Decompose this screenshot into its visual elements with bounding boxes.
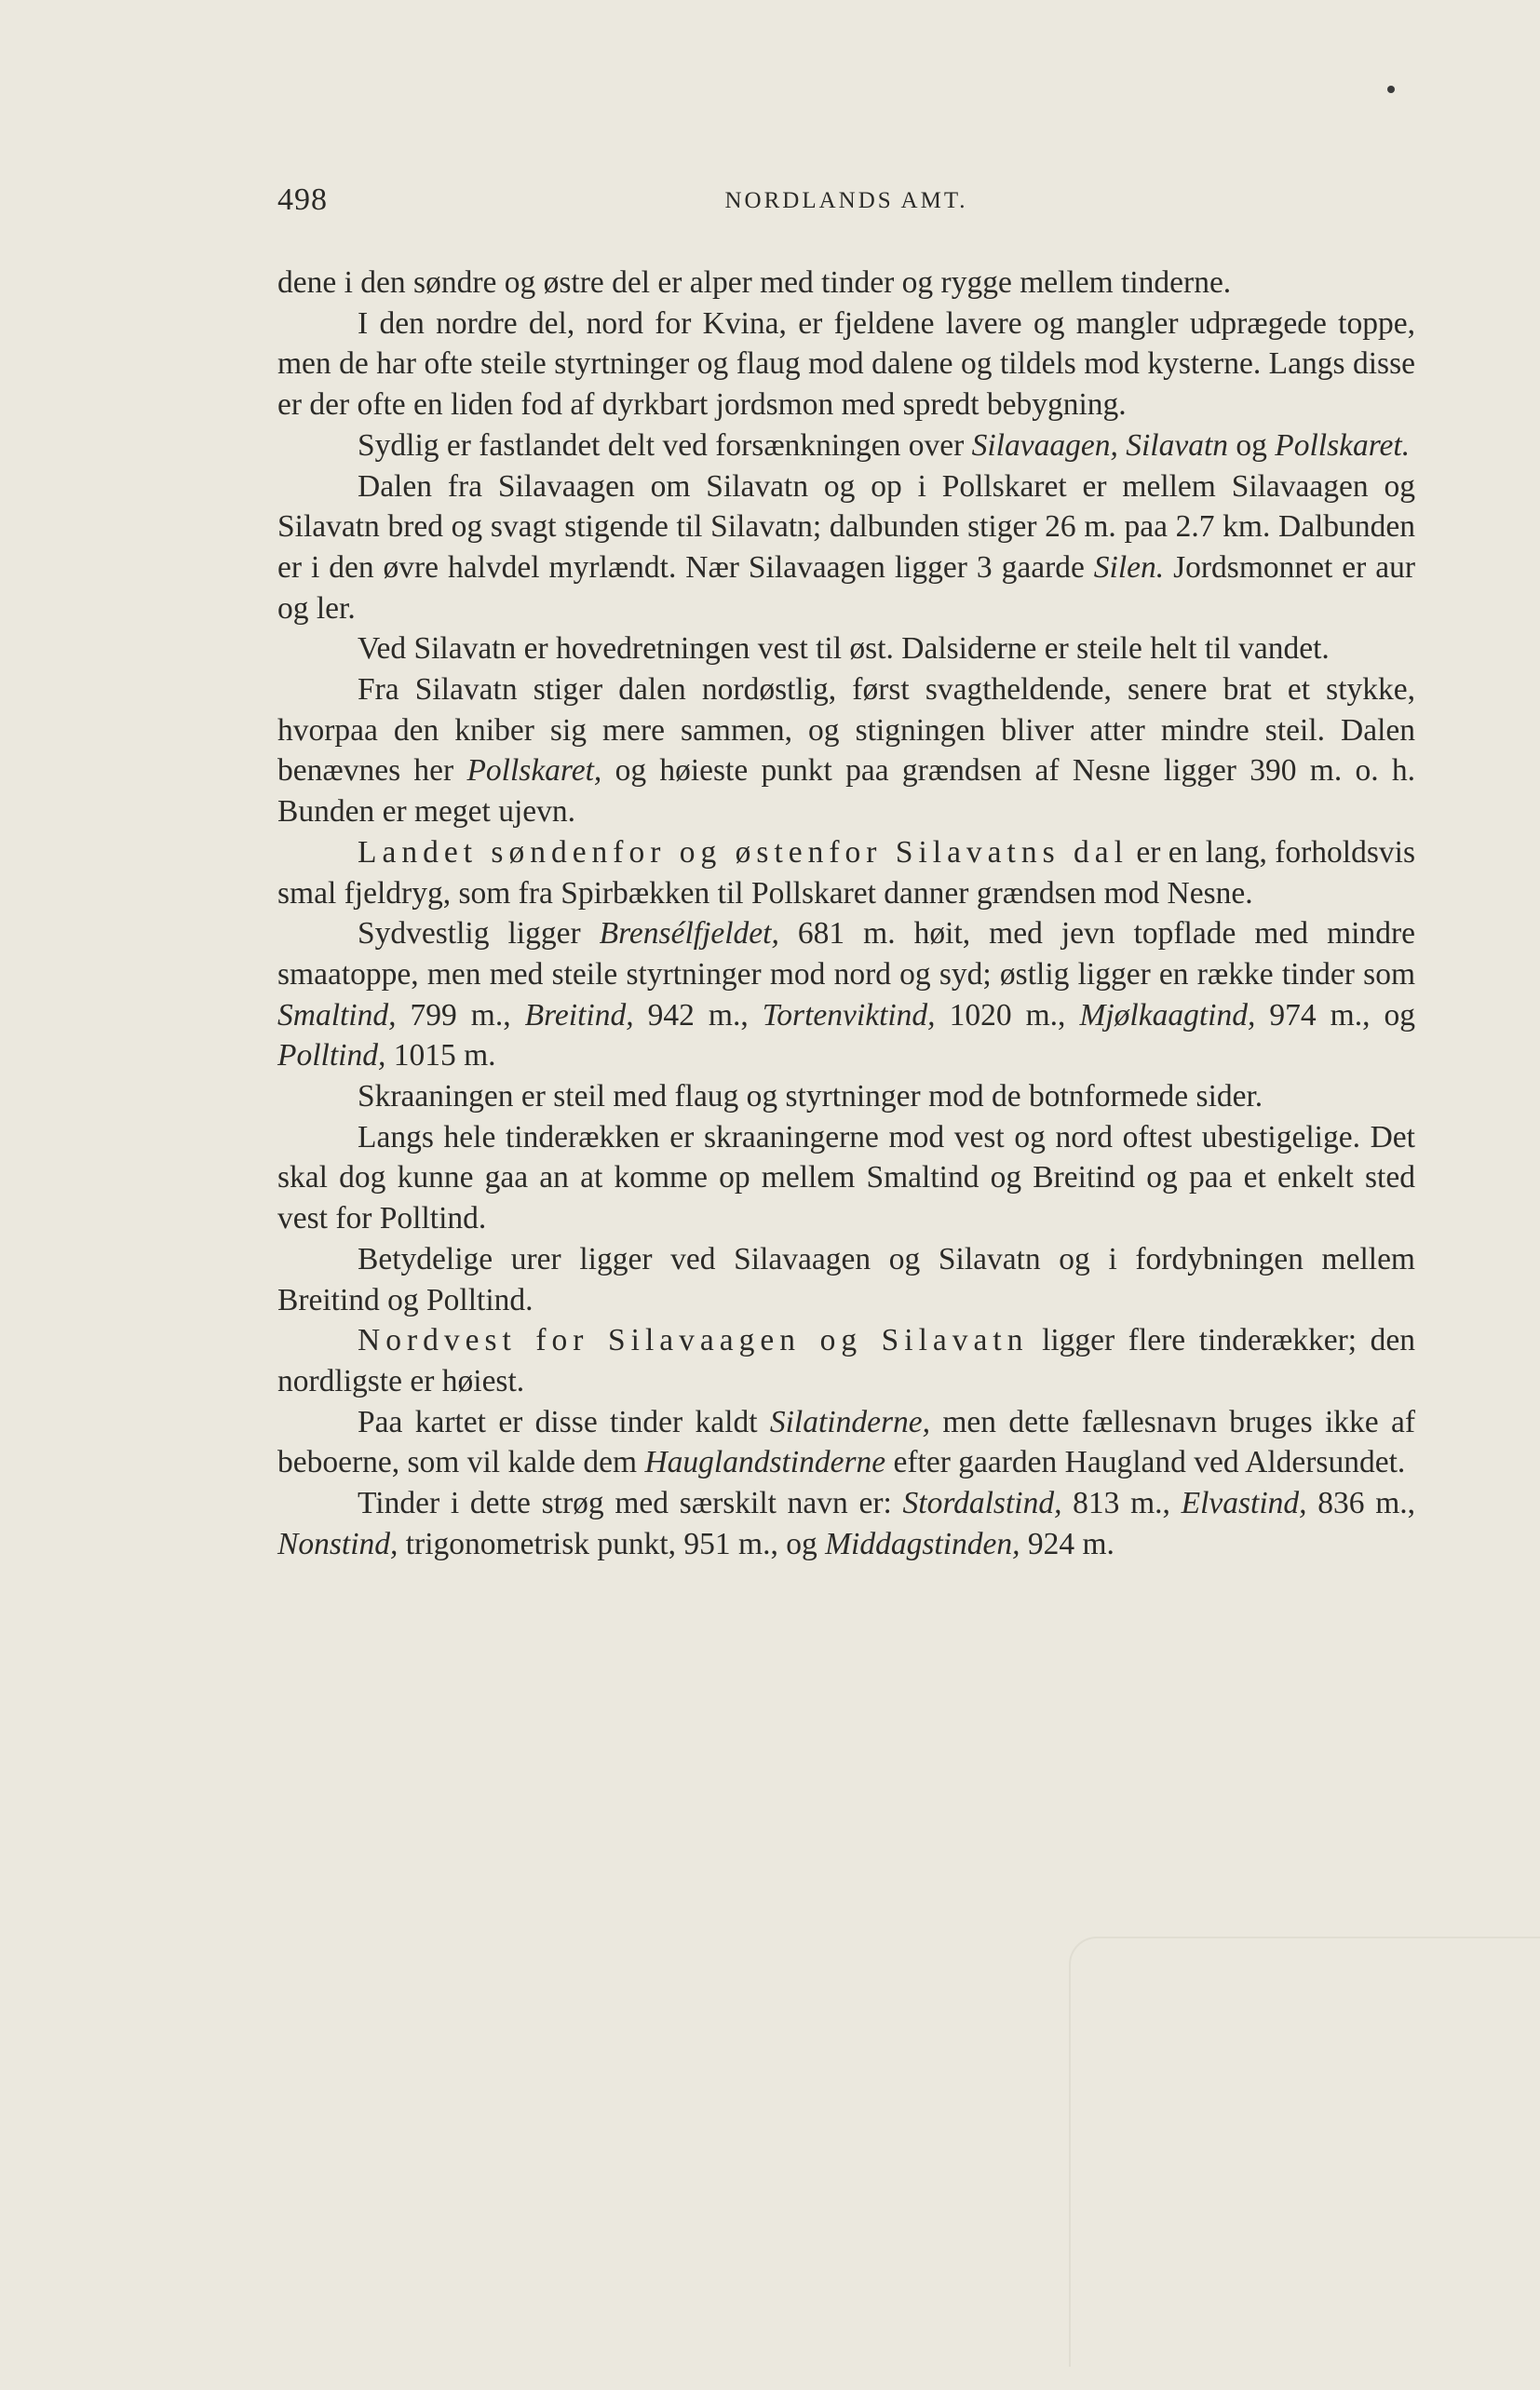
paragraph <box>277 669 1415 832</box>
text-run: trigonometrisk punkt, 951 m., og <box>398 1526 826 1561</box>
paragraph <box>277 1402 1415 1483</box>
text-run: Fra Silavatn stiger dalen nordøstlig, først svagtheldende, senere brat et stykke, hvorpaa den kniber sig mere sammen, og stigningen bliver atter mindre steil. Dalen benævnes her <box>277 672 1415 789</box>
text-run: dene i den søndre og østre del er alper med tinder og rygge mellem tinderne. <box>277 265 1232 300</box>
paragraph <box>277 1483 1415 1564</box>
page-corner-shadow <box>1069 1937 1540 2367</box>
text-run: 924 m. <box>1020 1526 1114 1561</box>
italic-term: Polltind, <box>277 1038 386 1073</box>
italic-term: Nonstind, <box>277 1526 399 1561</box>
text-run: 942 m., <box>633 997 763 1033</box>
paragraph <box>277 304 1415 425</box>
paragraph <box>277 1076 1415 1117</box>
page-number: 498 <box>277 182 328 217</box>
body-text <box>277 263 1415 1565</box>
italic-term: Pollskaret, <box>466 753 602 789</box>
text-run: Tinder i dette strøg med særskilt navn er: <box>358 1486 903 1521</box>
paragraph <box>277 263 1415 304</box>
text-run: 836 m., <box>1306 1486 1416 1521</box>
text-run: Paa kartet er disse tinder kaldt <box>358 1404 770 1439</box>
text-run: Sydlig er fastlandet delt ved forsænkningen over <box>358 427 972 463</box>
page-header <box>277 182 1415 225</box>
italic-term: Pollskaret. <box>1275 427 1411 463</box>
paragraph <box>277 1320 1415 1401</box>
text-run: Dalen fra Silavaagen om Silavatn og op i Pollskaret er mellem Silavaagen og Silavatn bred og svagt stigende til Silavatn; dalbunden stiger 26 m. paa 2.7 km. Dalbunden er i den øvre halvdel myrlændt. Nær Silavaagen ligger 3 gaarde <box>277 468 1415 585</box>
paragraph <box>277 425 1415 466</box>
text-run: men dette fællesnavn bruges ikke af beboerne, som vil kalde dem <box>277 1404 1416 1480</box>
spaced-text: Nordvest for Silavaagen og Silavatn <box>358 1323 1029 1358</box>
italic-term: Brensélfjeldet, <box>599 916 779 952</box>
text-run: er en lang, forholdsvis smal fjeldryg, som fra Spirbækken til Pollskaret danner grændsen mod Nesne. <box>277 834 1415 911</box>
italic-term: Silavaagen, <box>971 427 1118 463</box>
text-run: 799 m., <box>396 997 525 1033</box>
text-run: Langs hele tinderækken er skraaningerne mod vest og nord oftest ubestigelige. Det skal dog kunne gaa an at komme op mellem Smaltind og Breitind og paa et enkelt sted vest for Polltind. <box>277 1119 1415 1236</box>
paragraph <box>277 913 1415 1076</box>
text-run: Jordsmonnet er aur og ler. <box>277 549 1415 626</box>
italic-term: Mjølkaagtind, <box>1079 997 1256 1033</box>
italic-term: Breitind, <box>524 997 634 1033</box>
text-run: Sydvestlig ligger <box>358 916 600 952</box>
text-run: 1015 m. <box>385 1038 496 1073</box>
text-run: og <box>1228 427 1276 463</box>
text-run: Skraaningen er steil med flaug og styrtninger mod de botnformede sider. <box>358 1079 1263 1114</box>
text-run: ligger flere tinderækker; den nordligste er høiest. <box>277 1323 1416 1398</box>
italic-term: Silen. <box>1093 549 1165 585</box>
running-title: NORDLANDS AMT. <box>724 188 968 213</box>
paragraph <box>277 832 1415 913</box>
text-run <box>1118 428 1126 463</box>
text-run: og høieste punkt paa grændsen af Nesne ligger 390 m. o. h. Bunden er meget ujevn. <box>277 753 1415 830</box>
italic-term: Tortenviktind, <box>762 997 936 1033</box>
text-run: I den nordre del, nord for Kvina, er fjeldene lavere og mangler udprægede toppe, men de har ofte steile styrtninger og flaug mod dalene og tildels mod kysterne. Langs disse er der ofte en liden fod af dyrkbart jordsmon med spredt bebygning. <box>277 305 1415 423</box>
italic-term: Smaltind, <box>277 997 397 1033</box>
text-run: 681 m. høit, med jevn topflade med mindre smaatoppe, men med steile styrtninger mod nord og syd; østlig ligger en række tinder som <box>277 916 1415 992</box>
text-run: efter gaarden Haugland ved Aldersundet. <box>885 1445 1406 1480</box>
paragraph <box>277 1239 1415 1320</box>
paragraph <box>277 466 1415 629</box>
text-run: 1020 m., <box>935 997 1080 1033</box>
italic-term: Silavatn <box>1126 427 1229 463</box>
paragraph <box>277 628 1415 669</box>
italic-term: Elvastind, <box>1181 1486 1307 1521</box>
text-run: Betydelige urer ligger ved Silavaagen og Silavatn og i fordybningen mellem Breitind og Polltind. <box>277 1241 1415 1317</box>
ink-dot <box>1387 86 1395 93</box>
text-run: 974 m., og <box>1255 997 1416 1033</box>
italic-term: Hauglandstinderne <box>644 1445 886 1480</box>
italic-term: Middagstinden, <box>825 1526 1020 1561</box>
text-run: Ved Silavatn er hovedretningen vest til øst. Dalsiderne er steile helt til vandet. <box>358 631 1330 667</box>
paragraph <box>277 1117 1415 1239</box>
text-run: 813 m., <box>1061 1486 1182 1521</box>
italic-term: Stordalstind, <box>902 1486 1062 1521</box>
italic-term: Silatinderne, <box>769 1404 930 1439</box>
spaced-text: Landet søndenfor og østenfor Silavatns dal <box>358 834 1128 870</box>
